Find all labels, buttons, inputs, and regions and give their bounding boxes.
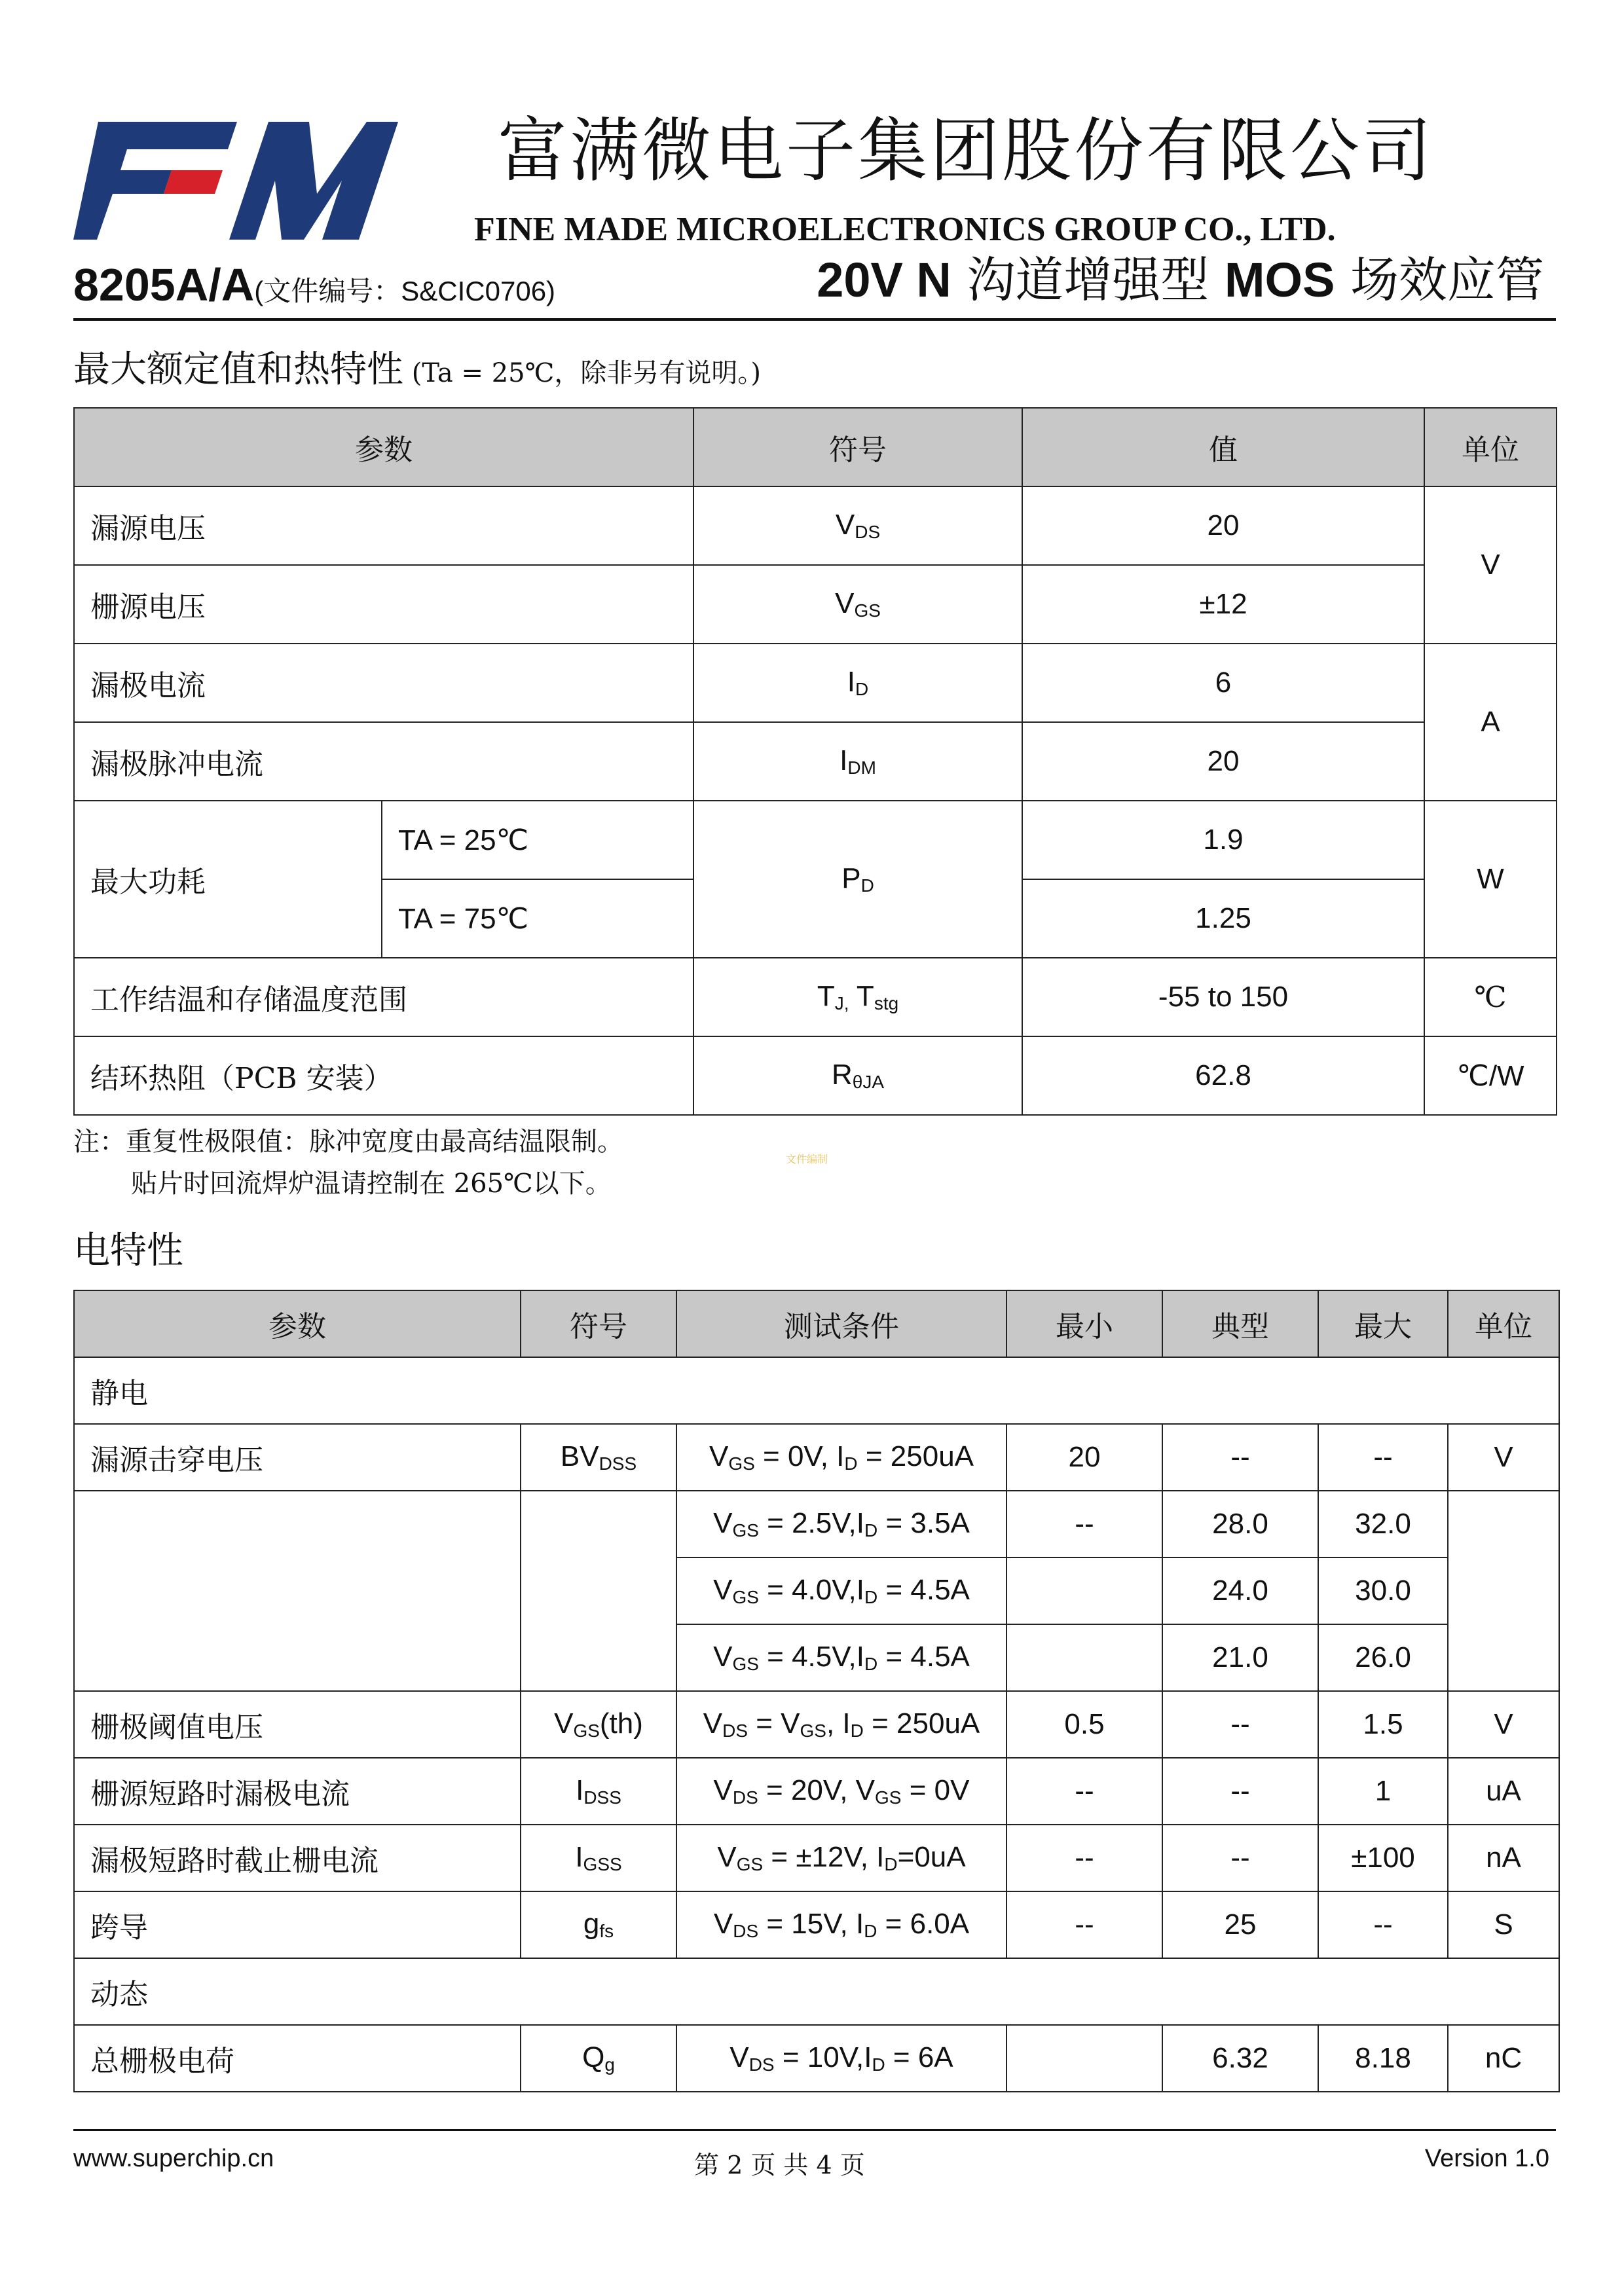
table-row [74, 644, 1557, 722]
symbol-cell: $V_{GS}$ [693, 565, 1022, 644]
group-label: 静电 [74, 1357, 1559, 1424]
faint-stamp: 文件编制 [786, 1154, 828, 1165]
table-row [74, 801, 1557, 879]
note-line-2: 贴片时回流焊炉温请控制在 265℃以下。 [131, 1169, 612, 1199]
symbol-cell: $I_{DM}$ [693, 722, 1022, 801]
unit-cell: ℃/W [1424, 1036, 1557, 1115]
typ-cell: 6.32 [1162, 2025, 1318, 2092]
group-row-static [74, 1357, 1559, 1424]
symbol-cell: $I_{DSS}$ [521, 1758, 676, 1825]
max-cell: -- [1318, 1891, 1448, 1958]
unit-cell: ℃ [1424, 958, 1557, 1036]
symbol-cell: $V_{DS}$ [693, 486, 1022, 565]
table-row [74, 1491, 1559, 1558]
table-row [74, 1825, 1559, 1891]
typ-cell: -- [1162, 1758, 1318, 1825]
condition-cell: TA = 25℃ [382, 801, 693, 879]
rating-condition: (Ta = 25℃，除非另有说明。) [403, 358, 761, 388]
group-row-dynamic [74, 1958, 1559, 2025]
typ-cell: 21.0 [1162, 1624, 1318, 1691]
min-cell: -- [1006, 1825, 1162, 1891]
unit-cell-empty [1448, 1491, 1559, 1691]
condition-cell: $V_{DS} = 10V,I_D = 6A$ [676, 2025, 1006, 2092]
condition-cell: $V_{DS} = V_{GS}$, $I_D = 250uA$ [676, 1691, 1006, 1758]
min-cell [1006, 1624, 1162, 1691]
min-cell: -- [1006, 1758, 1162, 1825]
section-title-max-ratings: 最大额定值和热特性 (Ta = 25℃，除非另有说明。) [73, 348, 761, 391]
min-cell: 0.5 [1006, 1691, 1162, 1758]
param-cell: 栅源短路时漏极电流 [74, 1758, 521, 1825]
value-cell: 20 [1022, 486, 1424, 565]
unit-cell: A [1424, 644, 1557, 801]
header-symbol: 符号 [521, 1290, 676, 1357]
value-cell: 62.8 [1022, 1036, 1424, 1115]
typ-cell: -- [1162, 1424, 1318, 1491]
unit-cell: V [1424, 486, 1557, 644]
condition-cell: $V_{DS} = 20V$, $V_{GS} = 0V$ [676, 1758, 1006, 1825]
param-cell-empty [74, 1491, 521, 1691]
param-cell: 漏极短路时截止栅电流 [74, 1825, 521, 1891]
typ-cell: 24.0 [1162, 1558, 1318, 1624]
title-row [73, 252, 1556, 315]
condition-cell: $V_{GS} = 4.0V,I_D = 4.5A$ [676, 1558, 1006, 1624]
symbol-cell: $P_D$ [693, 801, 1022, 958]
typ-cell: 28.0 [1162, 1491, 1318, 1558]
header-unit: 单位 [1448, 1290, 1559, 1357]
condition-cell: TA = 75℃ [382, 879, 693, 958]
param-cell: 漏源击穿电压 [74, 1424, 521, 1491]
document-number: (文件编号：S&CIC0706) [254, 276, 556, 306]
max-cell: -- [1318, 1424, 1448, 1491]
symbol-cell: $Q_g$ [521, 2025, 676, 2092]
max-cell: 8.18 [1318, 2025, 1448, 2092]
min-cell: -- [1006, 1891, 1162, 1958]
symbol-cell: $T_{J,}$ $T_{stg}$ [693, 958, 1022, 1036]
company-name-en: FINE MADE MICROELECTRONICS GROUP CO., LTD. [474, 211, 1336, 248]
condition-cell: $V_{GS} = 4.5V,I_D = 4.5A$ [676, 1624, 1006, 1691]
note-line-1: 注：重复性极限值：脉冲宽度由最高结温限制。 [73, 1127, 623, 1157]
condition-cell: $V_{GS} = \pm 12V$, $I_D=0uA$ [676, 1825, 1006, 1891]
footer-divider [73, 2129, 1556, 2131]
header-value: 值 [1022, 408, 1424, 486]
table-row [74, 1424, 1559, 1491]
param-cell: 工作结温和存储温度范围 [74, 958, 693, 1036]
typ-cell: -- [1162, 1691, 1318, 1758]
unit-cell: S [1448, 1891, 1559, 1958]
min-cell: -- [1006, 1491, 1162, 1558]
value-cell: ±12 [1022, 565, 1424, 644]
table-row [74, 1036, 1557, 1115]
header-max: 最大 [1318, 1290, 1448, 1357]
param-cell: 漏源电压 [74, 486, 693, 565]
min-cell [1006, 1558, 1162, 1624]
max-cell: 1.5 [1318, 1691, 1448, 1758]
value-cell: 1.25 [1022, 879, 1424, 958]
unit-cell: V [1448, 1691, 1559, 1758]
table-header-row [74, 1290, 1559, 1357]
param-cell: 漏极脉冲电流 [74, 722, 693, 801]
section-title-electrical: 电特性 [73, 1230, 183, 1272]
table-row [74, 565, 1557, 644]
param-cell: 结环热阻（PCB 安装） [74, 1036, 693, 1115]
unit-cell: uA [1448, 1758, 1559, 1825]
param-cell: 跨导 [74, 1891, 521, 1958]
symbol-cell: $BV_{DSS}$ [521, 1424, 676, 1491]
symbol-cell: $g_{fs}$ [521, 1891, 676, 1958]
min-cell: 20 [1006, 1424, 1162, 1491]
max-cell: 32.0 [1318, 1491, 1448, 1558]
param-cell: 漏极电流 [74, 644, 693, 722]
unit-cell: W [1424, 801, 1557, 958]
footer-version: Version 1.0 [1424, 2145, 1549, 2172]
header-min: 最小 [1006, 1290, 1162, 1357]
unit-cell: nC [1448, 2025, 1559, 2092]
max-ratings-table [73, 407, 1557, 1116]
header-symbol: 符号 [693, 408, 1022, 486]
footer-page-number: 第 2 页 共 4 页 [694, 2151, 865, 2179]
value-cell: -55 to 150 [1022, 958, 1424, 1036]
company-logo [73, 122, 398, 240]
unit-cell: V [1448, 1424, 1559, 1491]
header-test-condition: 测试条件 [676, 1290, 1006, 1357]
condition-cell: $V_{GS} = 2.5V,I_D = 3.5A$ [676, 1491, 1006, 1558]
symbol-cell: $R_{\theta JA}$ [693, 1036, 1022, 1115]
unit-cell: nA [1448, 1825, 1559, 1891]
max-cell: 30.0 [1318, 1558, 1448, 1624]
value-cell: 1.9 [1022, 801, 1424, 879]
table-row [74, 486, 1557, 565]
header-param: 参数 [74, 408, 693, 486]
part-number: 8205A/A(文件编号：S&CIC0706) [73, 259, 556, 310]
param-cell: 总栅极电荷 [74, 2025, 521, 2092]
table-row [74, 2025, 1559, 2092]
max-cell: 26.0 [1318, 1624, 1448, 1691]
min-cell [1006, 2025, 1162, 2092]
group-label: 动态 [74, 1958, 1559, 2025]
param-cell: 最大功耗 [74, 801, 382, 958]
symbol-cell: $I_{GSS}$ [521, 1825, 676, 1891]
product-title: 20V N 沟道增强型 MOS 场效应管 [817, 252, 1544, 308]
table-header-row [74, 408, 1557, 486]
table-row [74, 1891, 1559, 1958]
typ-cell: -- [1162, 1825, 1318, 1891]
symbol-cell-empty [521, 1491, 676, 1691]
symbol-cell: $V_{GS}(th)$ [521, 1691, 676, 1758]
header-unit: 单位 [1424, 408, 1557, 486]
table-row [74, 958, 1557, 1036]
table-row [74, 1758, 1559, 1825]
company-name-cn: 富满微电子集团股份有限公司 [498, 111, 1434, 191]
value-cell: 6 [1022, 644, 1424, 722]
header-divider [73, 318, 1556, 321]
condition-cell: $V_{GS} = 0V$, $I_D = 250uA$ [676, 1424, 1006, 1491]
symbol-cell: $I_D$ [693, 644, 1022, 722]
param-cell: 栅源电压 [74, 565, 693, 644]
footer-website: www.superchip.cn [73, 2145, 274, 2172]
max-cell: ±100 [1318, 1825, 1448, 1891]
header-typ: 典型 [1162, 1290, 1318, 1357]
param-cell: 栅极阈值电压 [74, 1691, 521, 1758]
condition-cell: $V_{DS} = 15V$, $I_D = 6.0A$ [676, 1891, 1006, 1958]
electrical-characteristics-table [73, 1290, 1560, 2092]
table-row [74, 722, 1557, 801]
value-cell: 20 [1022, 722, 1424, 801]
max-cell: 1 [1318, 1758, 1448, 1825]
typ-cell: 25 [1162, 1891, 1318, 1958]
header-param: 参数 [74, 1290, 521, 1357]
table-row [74, 1691, 1559, 1758]
